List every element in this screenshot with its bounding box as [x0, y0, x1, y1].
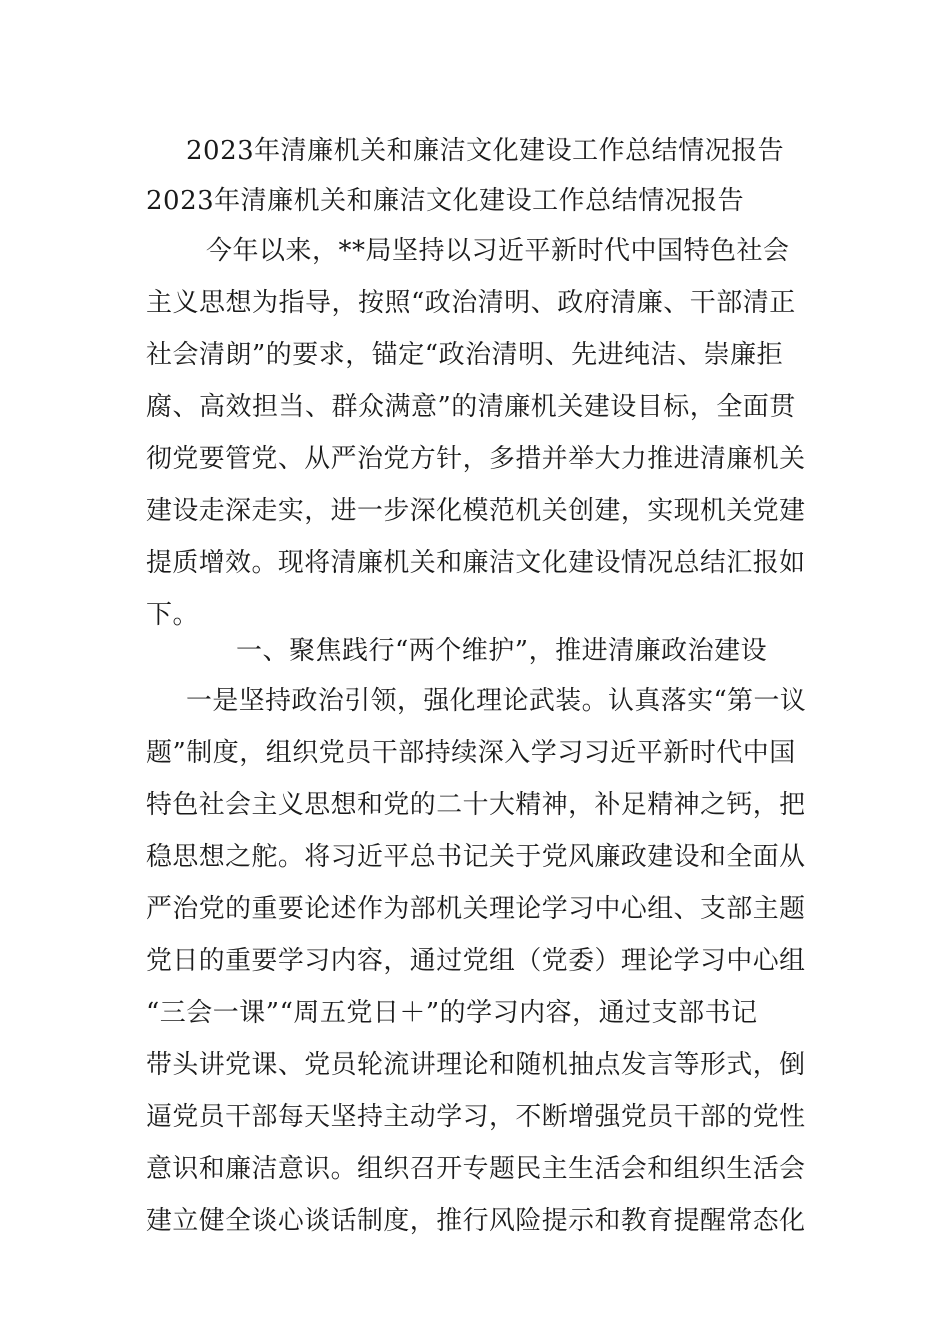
paragraph-line: 下。: [146, 600, 200, 630]
paragraph-line: 意识和廉洁意识。组织召开专题民主生活会和组织生活会: [146, 1154, 806, 1184]
section-heading: 一、聚焦践行“两个维护”，推进清廉政治建设: [236, 636, 768, 666]
paragraph-line: 特色社会主义思想和党的二十大精神，补足精神之钙，把: [146, 790, 806, 820]
paragraph-line: 主义思想为指导，按照“政治清明、政府清廉、干部清正: [146, 288, 796, 318]
document-subtitle: 2023年清廉机关和廉洁文化建设工作总结情况报告: [146, 186, 745, 216]
paragraph-line: 一是坚持政治引领，强化理论武装。认真落实“第一议: [186, 686, 807, 716]
paragraph-line: 题”制度，组织党员干部持续深入学习习近平新时代中国: [146, 738, 796, 768]
document-title: 2023年清廉机关和廉洁文化建设工作总结情况报告: [186, 136, 785, 166]
paragraph-line: “三会一课”“周五党日＋”的学习内容，通过支部书记: [146, 998, 758, 1028]
paragraph-line: 稳思想之舵。将习近平总书记关于党风廉政建设和全面从: [146, 842, 806, 872]
paragraph-line: 逼党员干部每天坚持主动学习，不断增强党员干部的党性: [146, 1102, 806, 1132]
paragraph-line: 彻党要管党、从严治党方针，多措并举大力推进清廉机关: [146, 444, 806, 474]
paragraph-line: 建设走深走实，进一步深化模范机关创建，实现机关党建: [146, 496, 806, 526]
paragraph-line: 党日的重要学习内容，通过党组（党委）理论学习中心组: [146, 946, 806, 976]
paragraph-line: 严治党的重要论述作为部机关理论学习中心组、支部主题: [146, 894, 806, 924]
paragraph-line: 提质增效。现将清廉机关和廉洁文化建设情况总结汇报如: [146, 548, 806, 578]
paragraph-line: 建立健全谈心谈话制度，推行风险提示和教育提醒常态化: [146, 1206, 806, 1236]
paragraph-line: 带头讲党课、党员轮流讲理论和随机抽点发言等形式，倒: [146, 1050, 806, 1080]
paragraph-line: 今年以来，**局坚持以习近平新时代中国特色社会: [206, 236, 790, 266]
paragraph-line: 腐、高效担当、群众满意”的清廉机关建设目标，全面贯: [146, 392, 796, 422]
paragraph-line: 社会清朗”的要求，锚定“政治清明、先进纯洁、崇廉拒: [146, 340, 784, 370]
